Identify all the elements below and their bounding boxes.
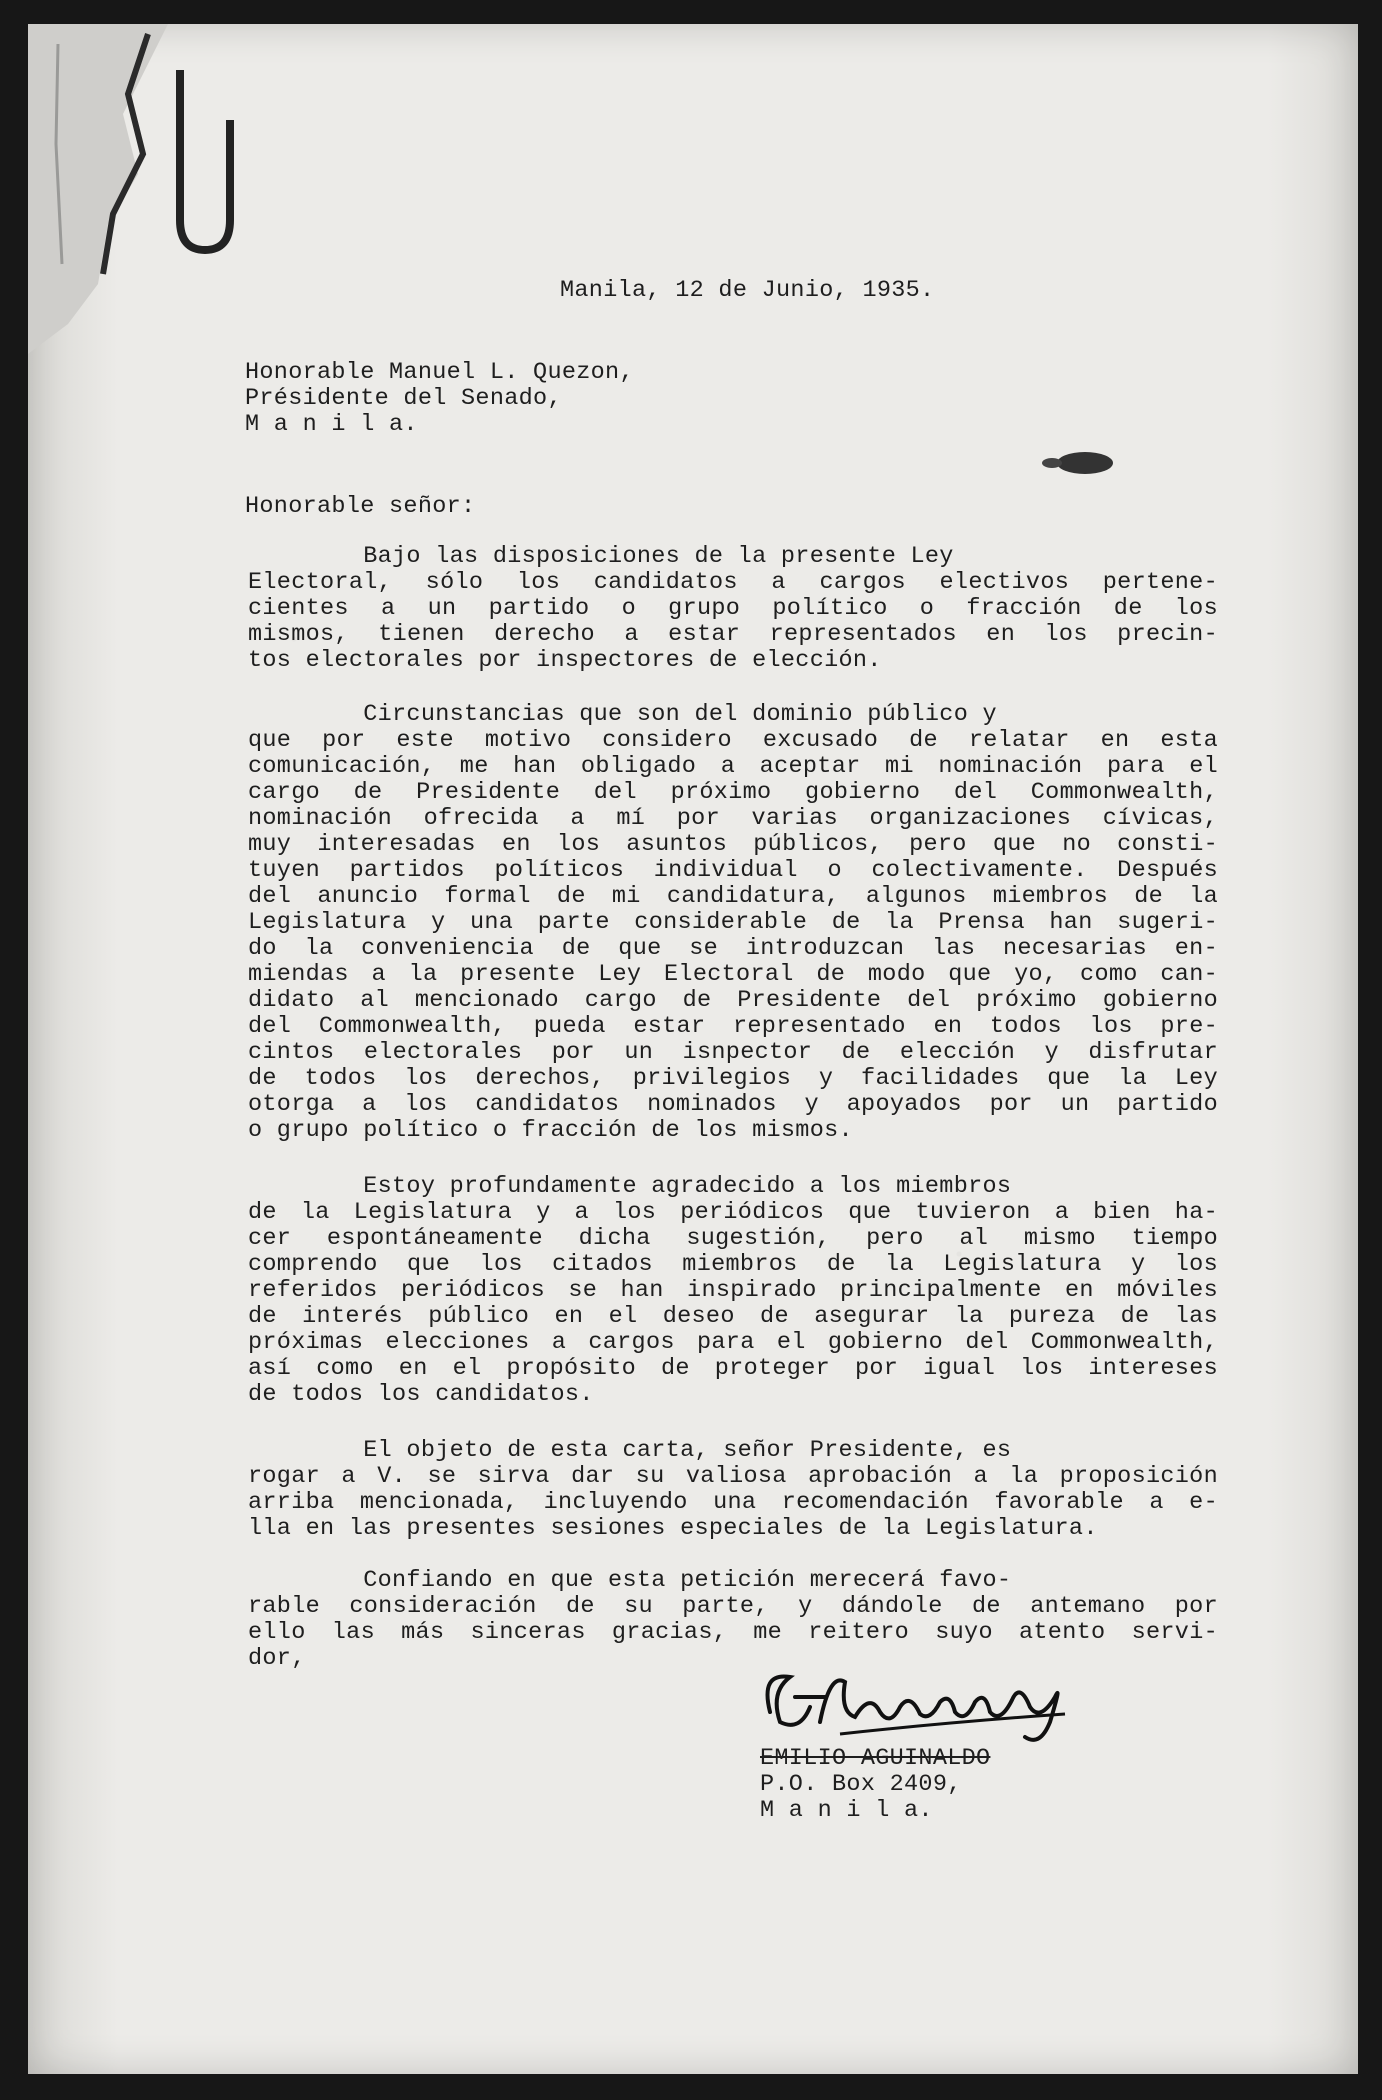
paragraph-2-line: Legislatura y una parte considerable de la Prensa han sugeri- xyxy=(248,909,1218,936)
paragraph-4-line: lla en las presentes sesiones especiales de la Legislatura. xyxy=(248,1515,1098,1542)
sender-name: EMILIO AGUINALDO xyxy=(760,1745,991,1772)
recipient-line-1: Honorable Manuel L. Quezon, xyxy=(245,359,634,386)
paragraph-3-line: cer espontáneamente dicha sugestión, pero al mismo tiempo xyxy=(248,1225,1218,1252)
sender-city: M a n i l a. xyxy=(760,1797,933,1824)
paragraph-1-line: Bajo las disposiciones de la presente Ley xyxy=(248,543,954,570)
paragraph-3-line: referidos periódicos se han inspirado principalmente en móviles xyxy=(248,1277,1218,1304)
recipient-line-3: M a n i l a. xyxy=(245,411,418,438)
paragraph-2-line: comunicación, me han obligado a aceptar mi nominación para el xyxy=(248,753,1218,780)
paragraph-2-line: cintos electorales por un isnpector de elección y disfrutar xyxy=(248,1039,1218,1066)
paragraph-3-line: de la Legislatura y a los periódicos que tuvieron a bien ha- xyxy=(248,1199,1218,1226)
paragraph-2-line: do la conveniencia de que se introduzcan las necesarias en- xyxy=(248,935,1218,962)
paragraph-1-line: Electoral, sólo los candidatos a cargos electivos pertene- xyxy=(248,569,1218,596)
paragraph-2-line: muy interesadas en los asuntos públicos, pero que no consti- xyxy=(248,831,1218,858)
paragraph-5-line: rable consideración de su parte, y dándole de antemano por xyxy=(248,1593,1218,1620)
paragraph-4-line: arriba mencionada, incluyendo una recomendación favorable a e- xyxy=(248,1489,1218,1516)
paragraph-5-line: ello las más sinceras gracias, me reitero suyo atento servi- xyxy=(248,1619,1218,1646)
paragraph-3-line: comprendo que los citados miembros de la Legislatura y los xyxy=(248,1251,1218,1278)
paragraph-3-line: de todos los candidatos. xyxy=(248,1381,594,1408)
paragraph-5-line: dor, xyxy=(248,1645,306,1672)
paragraph-3-line: así como en el propósito de proteger por igual los intereses xyxy=(248,1355,1218,1382)
handwritten-signature xyxy=(750,1652,1090,1752)
paragraph-1-line: cientes a un partido o grupo político o fracción de los xyxy=(248,595,1218,622)
recipient-line-2: Présidente del Senado, xyxy=(245,385,562,412)
paragraph-2-line: del Commonwealth, pueda estar representado en todos los pre- xyxy=(248,1013,1218,1040)
paragraph-5-line: Confiando en que esta petición merecerá favo- xyxy=(248,1567,1012,1594)
paragraph-1-line: tos electorales por inspectores de elección. xyxy=(248,647,882,674)
paragraph-2-line: tuyen partidos políticos individual o colectivamente. Después xyxy=(248,857,1218,884)
paragraph-2-line: que por este motivo considero excusado de relatar en esta xyxy=(248,727,1218,754)
paragraph-4-line: El objeto de esta carta, señor Presidente, es xyxy=(248,1437,1012,1464)
paragraph-2-line: de todos los derechos, privilegios y facilidades que la Ley xyxy=(248,1065,1218,1092)
paragraph-2-line: o grupo político o fracción de los mismos. xyxy=(248,1117,853,1144)
paragraph-2-line: Circunstancias que son del dominio público y xyxy=(248,701,997,728)
paragraph-2-line: nominación ofrecida a mí por varias organizaciones cívicas, xyxy=(248,805,1218,832)
paragraph-3-line: de interés público en el deseo de asegurar la pureza de las xyxy=(248,1303,1218,1330)
paragraph-3-line: Estoy profundamente agradecido a los miembros xyxy=(248,1173,1012,1200)
paragraph-2-line: miendas a la presente Ley Electoral de modo que yo, como can- xyxy=(248,961,1218,988)
salutation: Honorable señor: xyxy=(245,493,476,520)
paragraph-2-line: didato al mencionado cargo de Presidente del próximo gobierno xyxy=(248,987,1218,1014)
paragraph-2-line: del anuncio formal de mi candidatura, algunos miembros de la xyxy=(248,883,1218,910)
letter-date: Manila, 12 de Junio, 1935. xyxy=(560,277,935,304)
paragraph-2-line: otorga a los candidatos nominados y apoyados por un partido xyxy=(248,1091,1218,1118)
paragraph-4-line: rogar a V. se sirva dar su valiosa aprobación a la proposición xyxy=(248,1463,1218,1490)
sender-po-box: P.O. Box 2409, xyxy=(760,1771,962,1798)
paragraph-1-line: mismos, tienen derecho a estar representados en los precin- xyxy=(248,621,1218,648)
paragraph-2-line: cargo de Presidente del próximo gobierno del Commonwealth, xyxy=(248,779,1218,806)
paragraph-3-line: próximas elecciones a cargos para el gobierno del Commonwealth, xyxy=(248,1329,1218,1356)
